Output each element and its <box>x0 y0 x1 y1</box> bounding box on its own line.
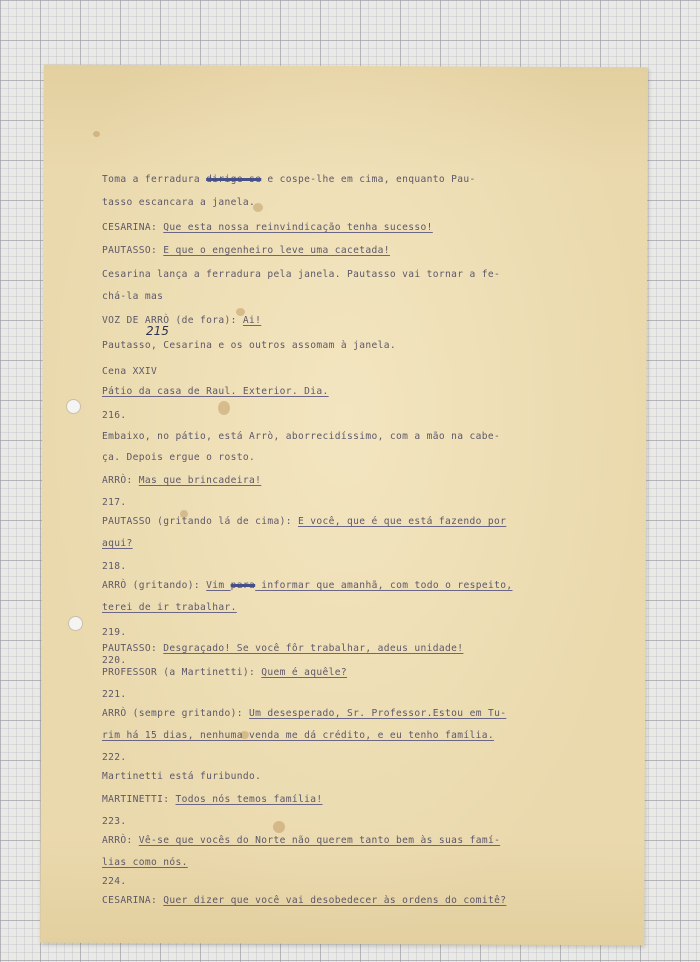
text-line: Embaixo, no pátio, está Arrò, aborrecidíssimo, com a mão na cabe- <box>102 431 501 442</box>
text-line: VOZ DE ARRÒ (de fora): Ai! <box>102 315 262 326</box>
text-line: Toma a ferradura dirige-se e cospe-lhe em cima, enquanto Pau- <box>102 174 476 185</box>
text-line: PROFESSOR (a Martinetti): Quem é aquêle? <box>102 667 348 678</box>
text-line: ARRÒ (sempre gritando): Um desesperado, Sr. Professor.Estou em Tu- <box>102 708 507 719</box>
text-line: MARTINETTI: Todos nós temos família! <box>102 794 323 805</box>
text-line: CESARINA: Quer dizer que você vai desobedecer às ordens do comitê? <box>102 895 507 906</box>
punch-hole-bottom <box>68 616 83 631</box>
text-line: PAUTASSO: Desgraçado! Se você fôr trabalhar, adeus unidade! <box>102 643 464 654</box>
text-line: PAUTASSO (gritando lá de cima): E você, que é que está fazendo por <box>102 516 507 527</box>
text-line: rim há 15 dias, nenhuma venda me dá crédito, e eu tenho família. <box>102 730 495 741</box>
text-line: CESARINA: Que esta nossa reinvindicação tenha sucesso! <box>102 222 433 233</box>
text-line: 217. <box>102 497 127 508</box>
text-line: terei de ir trabalhar. <box>102 602 237 613</box>
text-line: 220. <box>102 655 127 666</box>
text-line: 218. <box>102 561 127 572</box>
text-line: ARRÒ: Mas que brincadeira! <box>102 475 262 486</box>
struck-word: dirige-se <box>206 174 262 185</box>
struck-word: para <box>230 580 256 591</box>
text-line: chá-la mas <box>102 291 164 302</box>
text-line: ça. Depois ergue o rosto. <box>102 452 256 463</box>
text-line: 222. <box>102 752 127 763</box>
text-line: 223. <box>102 816 127 827</box>
text-line: Martinetti está furibundo. <box>102 771 262 782</box>
text-line: PAUTASSO: E que o engenheiro leve uma cacetada! <box>102 245 390 256</box>
text-line: Pátio da casa de Raul. Exterior. Dia. <box>102 386 329 397</box>
text-line: lias como nós. <box>102 857 188 868</box>
text-line: aqui? <box>102 538 133 549</box>
text-line: 216. <box>102 410 127 421</box>
stain <box>93 131 100 137</box>
text-line: 221. <box>102 689 127 700</box>
text-line: 224. <box>102 876 127 887</box>
text-line: Cena XXIV <box>102 366 158 377</box>
handwritten-note: 215 <box>146 324 169 338</box>
text-line: Cesarina lança a ferradura pela janela. Pautasso vai tornar a fe- <box>102 269 501 280</box>
text-line: tasso escancara a janela. <box>102 197 256 208</box>
text-line: 219. <box>102 627 127 638</box>
punch-hole-top <box>66 399 81 414</box>
text-line: ARRÒ: Vê-se que vocês do Norte não querem tanto bem às suas famí- <box>102 835 501 846</box>
text-line: Pautasso, Cesarina e os outros assomam à janela. <box>102 340 397 351</box>
stain <box>218 401 230 415</box>
stain <box>273 821 285 833</box>
text-line: ARRÒ (gritando): Vim para informar que amanhã, com todo o respeito, <box>102 580 513 591</box>
